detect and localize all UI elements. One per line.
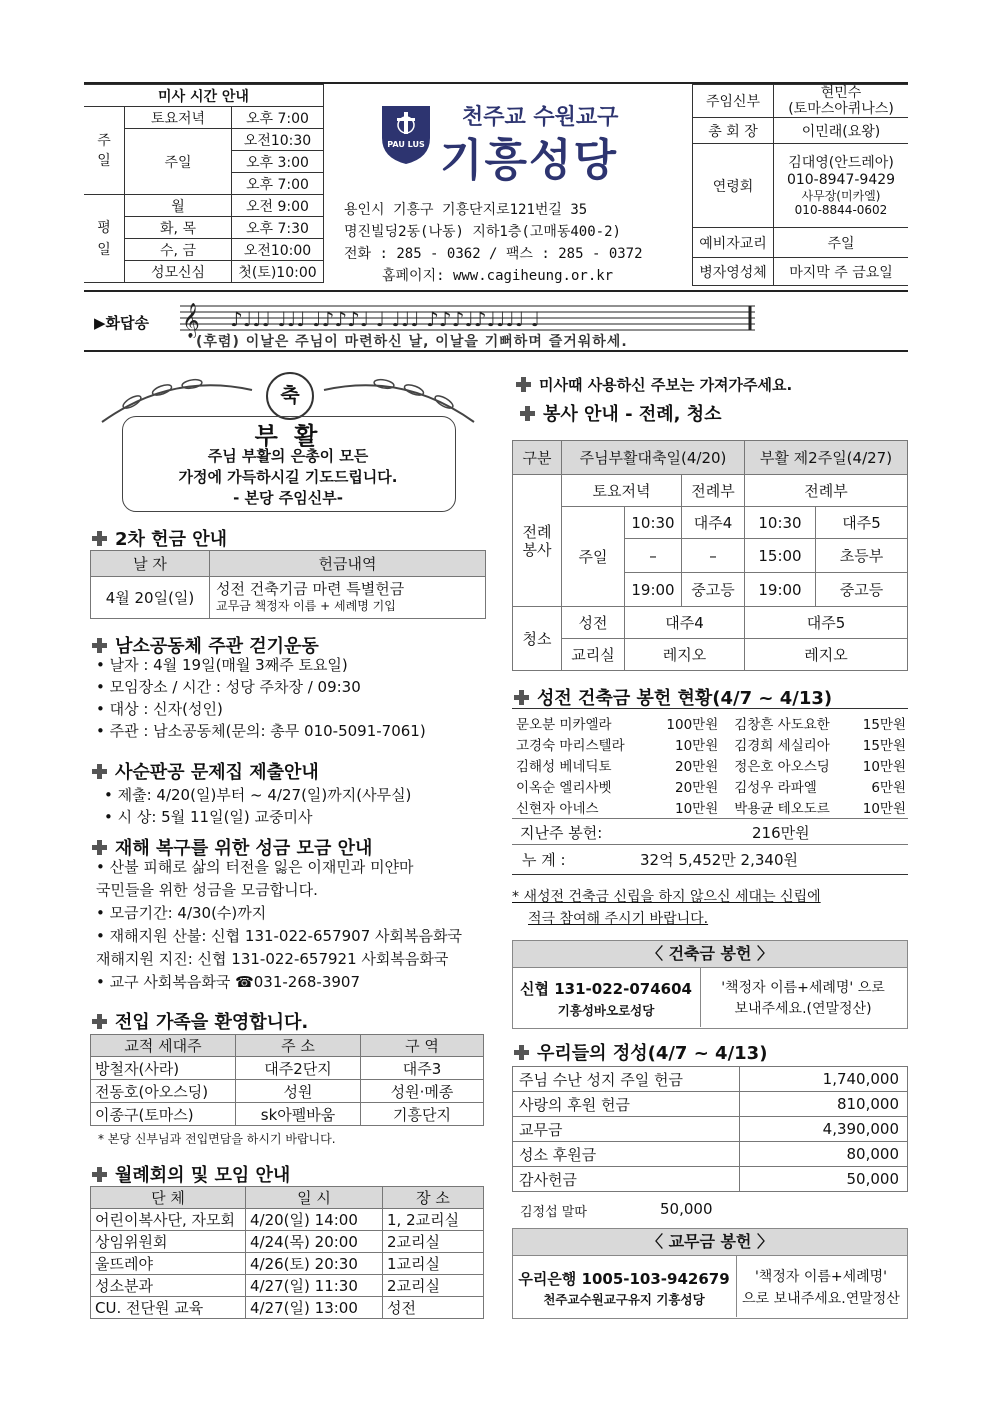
dues-account: 우리은행 1005-103-942679 <box>518 1270 730 1288</box>
divider <box>512 708 908 709</box>
diocese-name: 천주교 수원교구 <box>462 105 619 130</box>
cross-icon <box>92 1014 107 1029</box>
dues-holder: 천주교수원교구유지 기흥성당 <box>543 1292 705 1307</box>
total-value: 32억 5,452만 2,340원 <box>640 851 798 869</box>
divider <box>512 874 908 875</box>
staff-role: 연령회 <box>693 144 774 228</box>
staff-table <box>692 84 908 286</box>
meetings-table: 단 체 일 시 장 소 어린이복사단, 자모회 4/20(일) 14:00 1, 2교리실 상임위원회 4/24(목) 20:00 2교리실 울뜨레야 4/26(토) 20:30 1교리실 성소분과 4/27(일) 11:30 2교리실 CU. 전단원 교육 4/27(일) 13:00 성전 <box>90 1186 484 1319</box>
mass-time: 오후 7:30 <box>232 217 324 239</box>
section-title: 우리들의 정성(4/7 ~ 4/13) <box>514 1039 767 1065</box>
staff-role: 병자영성체 <box>693 258 774 286</box>
mass-time: 오전 9:00 <box>232 195 324 217</box>
walking-details: • 날자 : 4월 19일(매월 3째주 토요일) • 모임장소 / 시간 : 성당 주차장 / 09:30 • 대상 : 신자(성인) • 주관 : 남소공동체(문의: 총무 010-5091-7061) <box>96 656 426 740</box>
mass-day: 성모신심 <box>125 261 232 283</box>
catechism-details: • 제출: 4/20(일)부터 ~ 4/27(일)까지(사무실) • 시 상: 5월 11일(일) 교중미사 <box>104 786 412 826</box>
fund-box-title: 〈 건축금 봉헌 〉 <box>512 940 908 968</box>
mass-time: 오후 7:00 <box>232 173 324 195</box>
mass-time: 오전10:00 <box>232 239 324 261</box>
cross-icon <box>514 690 529 705</box>
staff-name: 이민래(요왕) <box>774 118 909 144</box>
newcomers-note: * 본당 신부님과 전입면담을 하시기 바랍니다. <box>98 1132 336 1146</box>
sunday-label: 주일 <box>84 107 125 195</box>
svg-text:♪♩♩♩ ♩♩♩ ♩♪♪♪♩ ♩ ♩♩♩ ♪♪♪♩♪♩♩♩♩: ♪♩♩♩ ♩♩♩ ♩♪♪♪♩ ♩ ♩♩♩ ♪♪♪♩♪♩♩♩♩ ♩ <box>230 307 541 331</box>
weekday-label: 평일 <box>84 195 125 283</box>
parish-name: 기흥성당 <box>440 135 619 186</box>
cross-icon <box>92 764 107 779</box>
svg-text:𝄞: 𝄞 <box>182 303 200 338</box>
second-collection-table: 날 자 헌금내역 4월 20일(일) 성전 건축기금 마련 특별헌금 교무금 책정자 이름 + 세례명 기입 <box>90 550 486 619</box>
disaster-details: • 산불 피해로 삶의 터전을 잃은 이재민과 미얀마 국민들을 위한 성금을 모금합니다. • 모금기간: 4/30(수)까지 • 재해지원 산불: 신협 131-022-657907 사회복음화국 재해지원 지진: 신협 131-022-657921 사회복음화국 • 교구 사회복음화국 ☎031-268-3907 <box>96 858 462 991</box>
mass-day: 토요저녁 <box>125 107 232 129</box>
celebration-badge: 축 <box>266 372 314 420</box>
staff-name: 현민수 (토마스아퀴나스) <box>774 85 909 118</box>
building-fund-list: 문오분 미카엘라 100만원 김창흔 사도요한 15만원 고경숙 마리스텔라 10만원 김경희 세실리아 15만원 김해성 베네딕토 20만원 정은호 아오스딩 10만원 이옥순 엘리사벳 20만원 김성우 라파엘 6만원 신현자 아네스 10만원 박용균 테오도르 10만원 <box>516 716 906 817</box>
staff-name: 김대영(안드레아) 010-8947-9429 사무장(미카엘) 010-8844-0602 <box>774 144 909 228</box>
easter-message: 주님 부활의 은총이 모든 가정에 가득하시길 기도드립니다. - 본당 주임신부- <box>178 447 398 507</box>
easter-title: 부 활 <box>254 422 322 450</box>
service-table: 구분 주님부활대축일(4/20) 부활 제2주일(4/27) 전례 봉사 토요저녁 전례부 전례부 주일 10:30 대주4 10:30 대주5 – – 15:00 초등부 19:00 중고등 19:00 중고등 청소 성전 대주4 대주5 교리실 레지오 레지오 <box>512 440 908 671</box>
fund-message: '책정자 이름+세례명' 으로 보내주세요.(연말정산) <box>721 980 885 1017</box>
section-title: 2차 헌금 안내 <box>92 525 227 551</box>
section-title: 전입 가족을 환영합니다. <box>92 1008 308 1034</box>
emblem-text: PAU LUS <box>387 140 425 149</box>
section-title: 봉사 안내 - 전례, 청소 <box>520 400 721 426</box>
newcomers-table: 교적 세대주 주 소 구 역 방철자(사라) 대주2단지 대주3 전동호(아오스딩) 성원 성원·메종 이종구(토마스) sk아펠바움 기흥단지 <box>90 1034 484 1126</box>
cross-icon <box>92 840 107 855</box>
mass-time: 오전10:30 <box>232 129 324 151</box>
psalm-lyrics: (후렴) 이날은 주님이 마련하신 날, 이날을 기뻐하며 즐거워하세. <box>196 334 628 350</box>
total-label: 누 계 : <box>522 851 566 869</box>
homepage: 홈페이지: www.cagiheung.or.kr <box>382 268 614 284</box>
section-title: 월례회의 및 모임 안내 <box>92 1161 290 1187</box>
extra-offering-value: 50,000 <box>660 1200 713 1218</box>
section-title: 남소공동체 주관 걷기운동 <box>92 632 319 658</box>
mass-times-table <box>84 84 324 283</box>
divider <box>512 844 908 845</box>
address-line: 용인시 기흥구 기흥단지로121번길 35 <box>344 202 588 218</box>
mass-day: 주일 <box>125 129 232 195</box>
section-title: 사순판공 문제집 제출안내 <box>92 758 319 784</box>
cross-icon <box>92 1167 107 1182</box>
section-title: 성전 건축금 봉헌 현황(4/7 ~ 4/13) <box>514 684 832 710</box>
extra-offering-name: 김정섭 말따 <box>520 1205 587 1220</box>
parish-emblem <box>380 104 432 170</box>
fund-holder: 기흥성바오로성당 <box>557 1003 655 1018</box>
staff-role: 주임신부 <box>693 85 774 118</box>
bulletin-notice: 미사때 사용하신 주보는 가져가주세요. <box>516 374 792 395</box>
mass-time: 첫(토)10:00 <box>232 261 324 283</box>
cross-icon <box>516 377 531 392</box>
last-week-value: 216만원 <box>752 824 810 842</box>
staff-name: 마지막 주 금요일 <box>774 258 909 286</box>
staff-role: 총 회 장 <box>693 118 774 144</box>
building-fund-note: * 새성전 건축금 신립을 하지 않으신 세대는 신립에 적극 참여해 주시기 바랍니다. <box>512 889 821 927</box>
fund-account: 신협 131-022-074604 <box>520 980 692 998</box>
mass-day: 월 <box>125 195 232 217</box>
mass-day: 화, 목 <box>125 217 232 239</box>
dues-message: '책정자 이름+세례명' 으로 보내주세요.연말정산 <box>742 1269 900 1307</box>
staff-name: 주일 <box>774 228 909 258</box>
cross-icon <box>92 638 107 653</box>
easter-greeting <box>92 372 484 512</box>
mass-title: 미사 시간 안내 <box>84 85 324 107</box>
last-week-label: 지난주 봉헌: <box>520 824 603 842</box>
cross-icon <box>92 531 107 546</box>
mass-time: 오후 3:00 <box>232 151 324 173</box>
address-block <box>344 199 643 287</box>
mass-time: 오후 7:00 <box>232 107 324 129</box>
cross-icon <box>520 406 535 421</box>
phone-fax: 전화 : 285 - 0362 / 팩스 : 285 - 0372 <box>344 246 643 262</box>
psalm-label: ▶화답송 <box>94 314 150 332</box>
cross-icon <box>514 1045 529 1060</box>
divider <box>512 818 908 819</box>
offerings-table: 주님 수난 성지 주일 헌금 1,740,000 사랑의 후원 헌금 810,000 교무금 4,390,000 성소 후원금 80,000 감사헌금 50,000 <box>512 1066 908 1192</box>
mass-day: 수, 금 <box>125 239 232 261</box>
staff-role: 예비자교리 <box>693 228 774 258</box>
section-title: 재해 복구를 위한 성금 모금 안내 <box>92 834 372 860</box>
address-line: 명진빌딩2동(나동) 지하1층(고매동400-2) <box>344 224 621 240</box>
dues-box-title: 〈 교무금 봉헌 〉 <box>512 1228 908 1256</box>
